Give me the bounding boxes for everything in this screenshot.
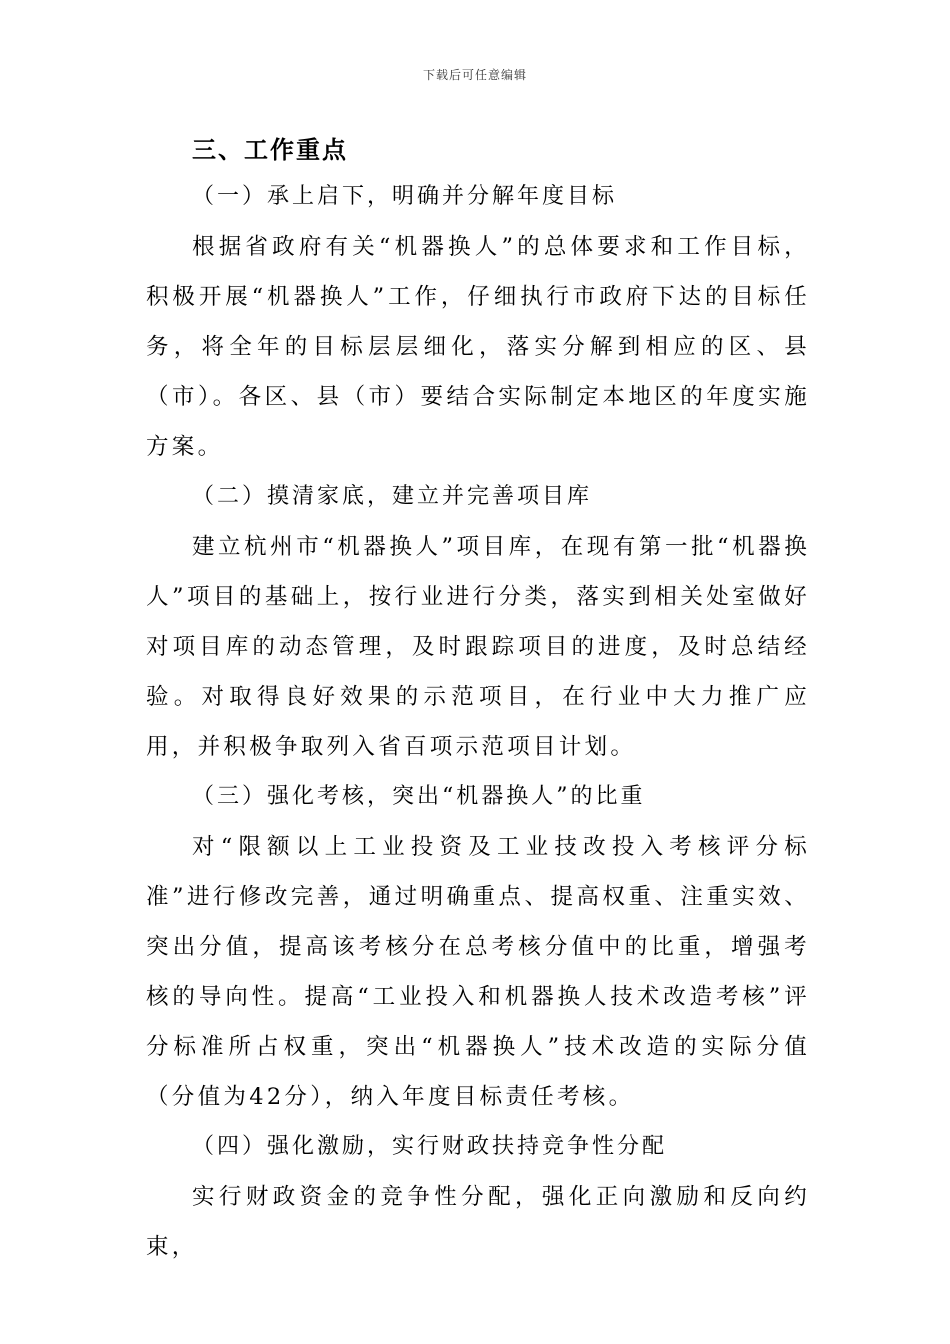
subsection-1: [146, 172, 810, 472]
subsection-heading: （四）强化激励，实行财政扶持竞争性分配: [192, 1134, 668, 1159]
document-body: [146, 128, 810, 1272]
header-note: 下载后可任意编辑: [422, 68, 527, 82]
subsection-paragraph: 对“限额以上工业投资及工业技改投入考核评分标准”进行修改完善，通过明确重点、提高权重、注重实效、突出分值，提高该考核分在总考核分值中的比重，增强考核的导向性。提高“工业投入和机器换人技术改造考核”评分标准所占权重，突出“机器换人”技术改造的实际分值（分值为42分），纳入年度目标责任考核。: [146, 834, 810, 1110]
subsection-paragraph: 建立杭州市“机器换人”项目库，在现有第一批“机器换人”项目的基础上，按行业进行分类，落实到相关处室做好对项目库的动态管理，及时跟踪项目的进度，及时总结经验。对取得良好效果的示范项目，在行业中大力推广应用，并积极争取列入省百项示范项目计划。: [146, 534, 810, 760]
section-title: 三、工作重点: [192, 136, 348, 164]
subsection-heading: （二）摸清家底，建立并完善项目库: [192, 484, 593, 509]
subsection-2: [146, 472, 810, 772]
subsection-3: [146, 772, 810, 1122]
subsection-heading: （一）承上启下，明确并分解年度目标: [192, 184, 618, 209]
subsection-paragraph: 实行财政资金的竞争性分配，强化正向激励和反向约束，: [146, 1184, 810, 1260]
subsection-heading: （三）强化考核，突出“机器换人”的比重: [192, 784, 646, 809]
subsection-4: [146, 1122, 810, 1272]
subsection-paragraph: 根据省政府有关“机器换人”的总体要求和工作目标，积极开展“机器换人”工作，仔细执行市政府下达的目标任务，将全年的目标层层细化，落实分解到相应的区、县（市）。各区、县（市）要结合实际制定本地区的年度实施方案。: [146, 234, 810, 460]
